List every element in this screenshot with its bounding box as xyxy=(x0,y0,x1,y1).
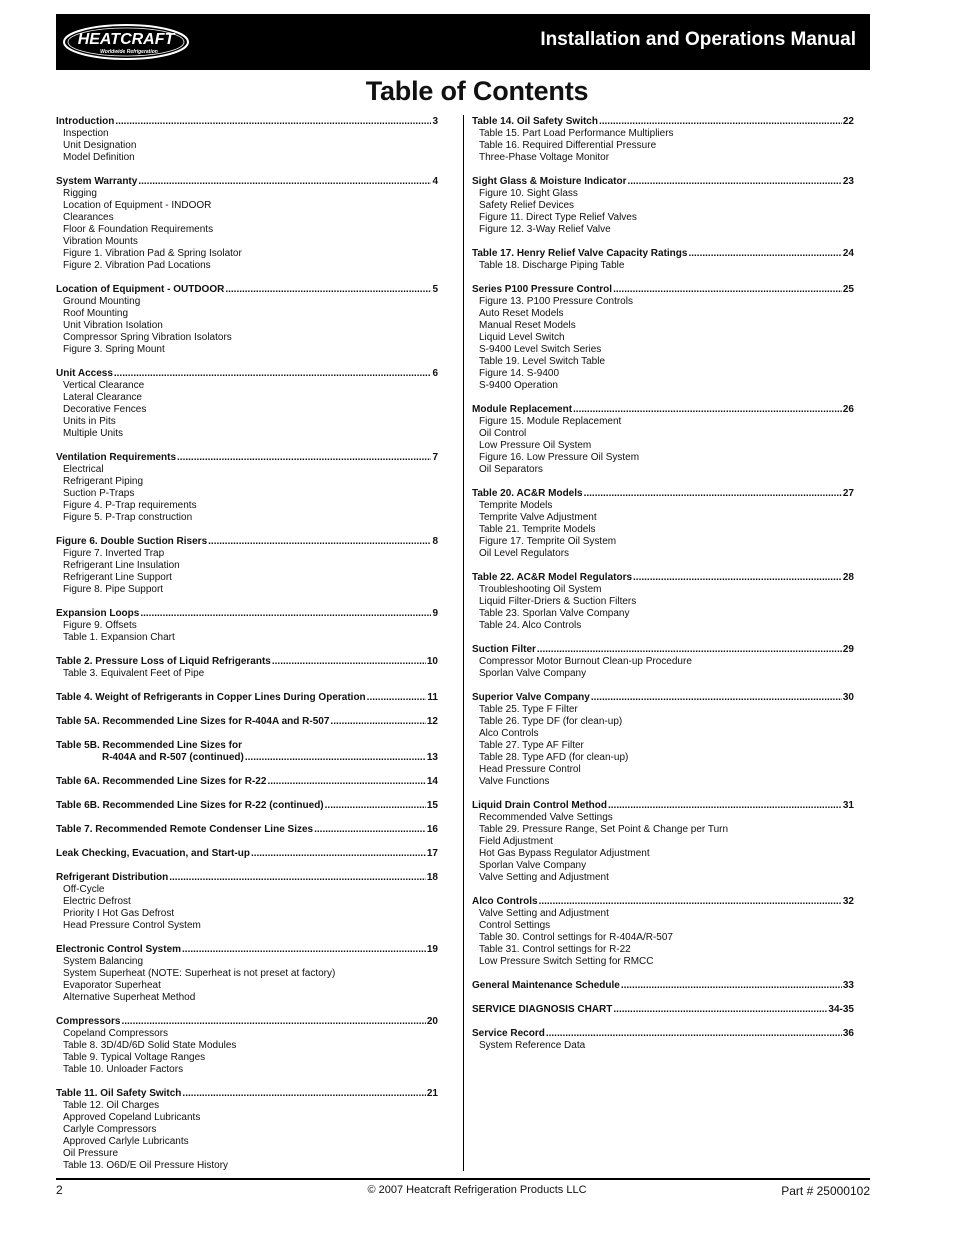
toc-entry-title: Module Replacement xyxy=(472,404,573,415)
toc-subentry[interactable]: Model Definition xyxy=(63,152,135,163)
toc-subentry[interactable]: Ground Mounting xyxy=(63,296,141,307)
toc-subentry[interactable]: Electric Defrost xyxy=(63,896,131,907)
toc-subentry[interactable]: System Balancing xyxy=(63,956,144,967)
toc-section xyxy=(472,488,854,560)
toc-subentry[interactable]: Temprite Valve Adjustment xyxy=(479,512,597,523)
dot-leader xyxy=(140,608,431,620)
header-banner xyxy=(56,14,870,70)
toc-page-number: 24 xyxy=(842,248,854,259)
toc-section xyxy=(56,176,438,272)
toc-entry[interactable] xyxy=(472,176,854,188)
toc-entry[interactable] xyxy=(472,284,854,296)
toc-subentry[interactable]: Head Pressure Control System xyxy=(63,920,201,931)
toc-entry[interactable] xyxy=(56,944,438,956)
toc-subentry[interactable]: Table 29. Pressure Range, Set Point & Change per Turn xyxy=(479,824,729,835)
dot-leader xyxy=(539,896,842,908)
toc-subentry[interactable]: Table 3. Equivalent Feet of Pipe xyxy=(63,668,205,679)
toc-entry[interactable] xyxy=(472,1028,854,1040)
toc-page-number: 33 xyxy=(842,980,854,991)
toc-entry-title[interactable]: Table 5B. Recommended Line Sizes for xyxy=(56,740,242,751)
toc-entry[interactable] xyxy=(56,176,438,188)
toc-section xyxy=(472,896,854,968)
toc-subentry[interactable]: Figure 7. Inverted Trap xyxy=(63,548,165,559)
toc-entry[interactable] xyxy=(472,404,854,416)
toc-subentry[interactable]: Approved Carlyle Lubricants xyxy=(63,1136,189,1147)
toc-subentry[interactable]: Figure 1. Vibration Pad & Spring Isolator xyxy=(63,248,242,259)
toc-page-number: 21 xyxy=(426,1088,438,1099)
toc-section xyxy=(472,800,854,884)
toc-section xyxy=(472,248,854,272)
toc-section xyxy=(472,176,854,236)
toc-subentry[interactable]: Sporlan Valve Company xyxy=(479,860,587,871)
toc-page-number: 26 xyxy=(842,404,854,415)
toc-subentry[interactable]: Vibration Mounts xyxy=(63,236,138,247)
toc-subentry[interactable]: Evaporator Superheat xyxy=(63,980,161,991)
dot-leader xyxy=(330,716,425,728)
toc-subentry[interactable]: Approved Copeland Lubricants xyxy=(63,1112,201,1123)
dot-leader xyxy=(537,644,842,656)
toc-subentry[interactable]: Figure 14. S-9400 xyxy=(479,368,560,379)
toc-subentry[interactable]: Table 23. Sporlan Valve Company xyxy=(479,608,630,619)
toc-subentry[interactable]: Three-Phase Voltage Monitor xyxy=(479,152,610,163)
toc-page-number: 30 xyxy=(842,692,854,703)
toc-subentry[interactable]: Valve Setting and Adjustment xyxy=(479,908,609,919)
toc-page-number: 15 xyxy=(426,800,438,811)
toc-subentry[interactable]: Table 9. Typical Voltage Ranges xyxy=(63,1052,206,1063)
toc-subentry[interactable]: Figure 16. Low Pressure Oil System xyxy=(479,452,640,463)
toc-entry-title: Sight Glass & Moisture Indicator xyxy=(472,176,627,187)
toc-subentry[interactable]: Refrigerant Piping xyxy=(63,476,144,487)
toc-subentry[interactable]: Priority I Hot Gas Defrost xyxy=(63,908,175,919)
toc-section xyxy=(472,644,854,680)
toc-subentry[interactable]: Table 24. Alco Controls xyxy=(479,620,582,631)
toc-subentry[interactable]: Copeland Compressors xyxy=(63,1028,169,1039)
dot-leader xyxy=(121,1016,425,1028)
toc-entry[interactable] xyxy=(56,284,438,296)
toc-section xyxy=(56,368,438,440)
toc-subentry[interactable]: Location of Equipment - INDOOR xyxy=(63,200,212,211)
toc-page-number: 34-35 xyxy=(828,1004,854,1015)
dot-leader xyxy=(325,800,426,812)
toc-section xyxy=(56,284,438,356)
toc-subentry[interactable]: Safety Relief Devices xyxy=(479,200,575,211)
toc-subentry[interactable]: Unit Vibration Isolation xyxy=(63,320,163,331)
toc-subentry[interactable]: Table 19. Level Switch Table xyxy=(479,356,606,367)
footer-copyright: © 2007 Heatcraft Refrigeration Products LLC xyxy=(367,1184,587,1196)
toc-entry-title: Superior Valve Company xyxy=(472,692,590,703)
toc-entry-title: Unit Access xyxy=(56,368,113,379)
toc-subentry[interactable]: Figure 8. Pipe Support xyxy=(63,584,164,595)
toc-entry-title: Table 17. Henry Relief Valve Capacity Ratings xyxy=(472,248,688,259)
toc-subentry[interactable]: Table 13. O6D/E Oil Pressure History xyxy=(63,1160,229,1171)
toc-page-number: 3 xyxy=(432,116,438,127)
toc-subentry[interactable]: Vertical Clearance xyxy=(63,380,145,391)
toc-page-number: 25 xyxy=(842,284,854,295)
dot-leader xyxy=(182,944,426,956)
toc-page-number: 31 xyxy=(842,800,854,811)
toc-entry-title: Table 5A. Recommended Line Sizes for R-404A and R-507 xyxy=(56,716,330,727)
toc-entry[interactable] xyxy=(56,800,438,812)
toc-subentry[interactable]: Figure 12. 3-Way Relief Valve xyxy=(479,224,611,235)
toc-subentry[interactable]: Alternative Superheat Method xyxy=(63,992,196,1003)
toc-entry[interactable] xyxy=(56,776,438,788)
toc-entry-title: Table 11. Oil Safety Switch xyxy=(56,1088,182,1099)
toc-subentry[interactable]: Field Adjustment xyxy=(479,836,553,847)
toc-section xyxy=(472,692,854,788)
toc-entry-title: Leak Checking, Evacuation, and Start-up xyxy=(56,848,250,859)
toc-section xyxy=(56,116,438,164)
toc-entry[interactable] xyxy=(56,1088,438,1100)
toc-subentry[interactable]: Figure 3. Spring Mount xyxy=(63,344,165,355)
toc-entry[interactable] xyxy=(472,1004,854,1016)
toc-subentry[interactable]: Table 25. Type F Filter xyxy=(479,704,578,715)
toc-entry-title: Series P100 Pressure Control xyxy=(472,284,613,295)
toc-entry-title: R-404A and R-507 (continued) xyxy=(102,752,244,763)
toc-section xyxy=(56,716,438,728)
toc-subentry[interactable]: Table 10. Unloader Factors xyxy=(63,1064,184,1075)
toc-subentry[interactable]: Rigging xyxy=(63,188,97,199)
dot-leader xyxy=(272,656,426,668)
toc-entry[interactable] xyxy=(472,800,854,812)
footer-part-number: Part # 25000102 xyxy=(781,1184,870,1198)
toc-page-number: 22 xyxy=(842,116,854,127)
toc-section xyxy=(56,824,438,836)
toc-subentry[interactable]: Liquid Filter-Driers & Suction Filters xyxy=(479,596,637,607)
toc-subentry[interactable]: Table 15. Part Load Performance Multipliers xyxy=(479,128,674,139)
footer-rule xyxy=(56,1178,870,1180)
toc-subentry[interactable]: Low Pressure Oil System xyxy=(479,440,592,451)
toc-page-number: 6 xyxy=(432,368,438,379)
toc-page-number: 29 xyxy=(842,644,854,655)
toc-subentry[interactable]: Valve Setting and Adjustment xyxy=(479,872,609,883)
toc-subentry[interactable]: Alco Controls xyxy=(479,728,539,739)
toc-entry[interactable] xyxy=(56,692,438,704)
toc-subentry[interactable]: System Reference Data xyxy=(479,1040,586,1051)
toc-entry[interactable] xyxy=(472,248,854,260)
dot-leader xyxy=(208,536,431,548)
dot-leader xyxy=(599,116,842,128)
toc-section xyxy=(56,692,438,704)
toc-entry[interactable] xyxy=(472,980,854,992)
toc-entry[interactable] xyxy=(472,692,854,704)
toc-entry-title: Table 6B. Recommended Line Sizes for R-22 (continued) xyxy=(56,800,324,811)
toc-section xyxy=(472,404,854,476)
toc-page-number: 32 xyxy=(842,896,854,907)
toc-subentry[interactable]: Figure 11. Direct Type Relief Valves xyxy=(479,212,637,223)
dot-leader xyxy=(177,452,431,464)
toc-entry[interactable] xyxy=(56,368,438,380)
toc-section xyxy=(472,1004,854,1016)
toc-entry[interactable] xyxy=(472,488,854,500)
toc-entry[interactable] xyxy=(56,752,438,764)
toc-subentry[interactable]: Electrical xyxy=(63,464,104,475)
dot-leader xyxy=(169,872,426,884)
toc-subentry[interactable]: Units in Pits xyxy=(63,416,116,427)
toc-subentry[interactable]: Off-Cycle xyxy=(63,884,105,895)
dot-leader xyxy=(608,800,842,812)
column-divider xyxy=(463,115,464,1171)
toc-entry-title: System Warranty xyxy=(56,176,138,187)
toc-entry[interactable] xyxy=(56,608,438,620)
dot-leader xyxy=(138,176,431,188)
toc-subentry[interactable]: Multiple Units xyxy=(63,428,124,439)
toc-entry[interactable] xyxy=(56,848,438,860)
toc-entry-title: Table 14. Oil Safety Switch xyxy=(472,116,598,127)
dot-leader xyxy=(182,1088,425,1100)
toc-page-number: 19 xyxy=(426,944,438,955)
toc-subentry[interactable]: Table 1. Expansion Chart xyxy=(63,632,175,643)
dot-leader xyxy=(245,752,426,764)
toc-entry-title: Table 7. Recommended Remote Condenser Line Sizes xyxy=(56,824,314,835)
toc-subentry[interactable]: Figure 17. Temprite Oil System xyxy=(479,536,617,547)
toc-subentry[interactable]: Table 8. 3D/4D/6D Solid State Modules xyxy=(63,1040,237,1051)
toc-subentry[interactable]: System Superheat (NOTE: Superheat is not preset at factory) xyxy=(63,968,336,979)
toc-entry-title: Table 6A. Recommended Line Sizes for R-22 xyxy=(56,776,267,787)
toc-page-number: 5 xyxy=(432,284,438,295)
toc-subentry[interactable]: Table 16. Required Differential Pressure xyxy=(479,140,657,151)
toc-page-number: 10 xyxy=(426,656,438,667)
toc-subentry[interactable]: Figure 2. Vibration Pad Locations xyxy=(63,260,211,271)
toc-subentry[interactable]: Carlyle Compressors xyxy=(63,1124,157,1135)
toc-section xyxy=(472,572,854,632)
toc-subentry[interactable]: Figure 15. Module Replacement xyxy=(479,416,622,427)
toc-subentry[interactable]: Figure 9. Offsets xyxy=(63,620,137,631)
toc-page-number: 27 xyxy=(842,488,854,499)
toc-section xyxy=(472,116,854,164)
toc-subentry[interactable]: Oil Separators xyxy=(479,464,543,475)
toc-entry-title: Refrigerant Distribution xyxy=(56,872,169,883)
toc-subentry[interactable]: Inspection xyxy=(63,128,109,139)
toc-entry[interactable] xyxy=(472,644,854,656)
toc-subentry[interactable]: Oil Control xyxy=(479,428,527,439)
toc-subentry[interactable]: Temprite Models xyxy=(479,500,553,511)
dot-leader xyxy=(688,248,841,260)
toc-page-number: 7 xyxy=(432,452,438,463)
toc-subentry[interactable]: Table 28. Type AFD (for clean-up) xyxy=(479,752,629,763)
toc-entry-title: Expansion Loops xyxy=(56,608,140,619)
toc-entry[interactable] xyxy=(56,1016,438,1028)
toc-page-number: 18 xyxy=(426,872,438,883)
toc-section xyxy=(56,944,438,1004)
toc-page-number: 28 xyxy=(842,572,854,583)
toc-page-number: 36 xyxy=(842,1028,854,1039)
dot-leader xyxy=(267,776,425,788)
toc-section xyxy=(56,452,438,524)
toc-subentry[interactable]: Suction P-Traps xyxy=(63,488,135,499)
toc-section xyxy=(56,848,438,860)
toc-section xyxy=(56,536,438,596)
toc-page-number: 16 xyxy=(426,824,438,835)
toc-section xyxy=(56,1088,438,1172)
logo-wordmark: HEATCRAFT xyxy=(77,31,175,48)
footer-page-number: 2 xyxy=(56,1183,63,1197)
toc-section xyxy=(56,800,438,812)
toc-subentry[interactable]: Valve Functions xyxy=(479,776,550,787)
toc-subentry[interactable]: Troubleshooting Oil System xyxy=(479,584,602,595)
toc-entry-title: Table 4. Weight of Refrigerants in Copper Lines During Operation xyxy=(56,692,366,703)
toc-subentry[interactable]: Liquid Level Switch xyxy=(479,332,565,343)
toc-section xyxy=(56,1016,438,1076)
toc-subentry[interactable]: Floor & Foundation Requirements xyxy=(63,224,214,235)
toc-page-number: 8 xyxy=(432,536,438,547)
toc-entry-title: Service Record xyxy=(472,1028,545,1039)
dot-leader xyxy=(314,824,426,836)
heatcraft-logo xyxy=(62,22,190,62)
toc-subentry[interactable]: S-9400 Level Switch Series xyxy=(479,344,602,355)
dot-leader xyxy=(584,488,842,500)
toc-subentry[interactable]: Unit Designation xyxy=(63,140,137,151)
toc-page-number: 17 xyxy=(426,848,438,859)
toc-subentry[interactable]: Recommended Valve Settings xyxy=(479,812,613,823)
toc-subentry[interactable]: Decorative Fences xyxy=(63,404,147,415)
toc-section xyxy=(472,980,854,992)
toc-entry[interactable] xyxy=(56,716,438,728)
toc-page-number: 23 xyxy=(842,176,854,187)
toc-entry-title: Ventilation Requirements xyxy=(56,452,177,463)
toc-subentry[interactable]: Refrigerant Line Insulation xyxy=(63,560,180,571)
dot-leader xyxy=(613,1004,827,1016)
toc-subentry[interactable]: Table 31. Control settings for R-22 xyxy=(479,944,631,955)
toc-subentry[interactable]: Figure 4. P-Trap requirements xyxy=(63,500,197,511)
toc-entry-title: Figure 6. Double Suction Risers xyxy=(56,536,208,547)
toc-entry[interactable] xyxy=(56,872,438,884)
toc-subentry[interactable]: Lateral Clearance xyxy=(63,392,142,403)
toc-section xyxy=(56,776,438,788)
toc-left-column xyxy=(56,116,438,1172)
toc-entry-title: Introduction xyxy=(56,116,115,127)
toc-page-number: 20 xyxy=(426,1016,438,1027)
toc-entry[interactable] xyxy=(56,452,438,464)
toc-subentry[interactable]: Table 27. Type AF Filter xyxy=(479,740,584,751)
dot-leader xyxy=(225,284,431,296)
toc-page-number: 12 xyxy=(426,716,438,727)
toc-subentry[interactable]: Hot Gas Bypass Regulator Adjustment xyxy=(479,848,650,859)
toc-entry-title: Table 20. AC&R Models xyxy=(472,488,583,499)
toc-subentry[interactable]: Compressor Spring Vibration Isolators xyxy=(63,332,232,343)
toc-subentry[interactable]: Oil Level Regulators xyxy=(479,548,570,559)
page-title: Table of Contents xyxy=(365,76,589,106)
logo-tagline: Worldwide Refrigeration xyxy=(100,49,158,55)
dot-leader xyxy=(613,284,842,296)
toc-subentry[interactable]: Manual Reset Models xyxy=(479,320,576,331)
toc-entry[interactable] xyxy=(56,116,438,128)
toc-page-number: 11 xyxy=(427,692,438,703)
toc-section xyxy=(472,284,854,392)
dot-leader xyxy=(367,692,427,704)
toc-entry-title: Location of Equipment - OUTDOOR xyxy=(56,284,225,295)
toc-subentry[interactable]: Low Pressure Switch Setting for RMCC xyxy=(479,956,654,967)
dot-leader xyxy=(633,572,842,584)
toc-entry-title: Alco Controls xyxy=(472,896,538,907)
toc-entry[interactable] xyxy=(56,656,438,668)
manual-title: Installation and Operations Manual xyxy=(540,29,856,50)
toc-entry-title: Compressors xyxy=(56,1016,121,1027)
toc-entry-title: Electronic Control System xyxy=(56,944,182,955)
toc-page-number: 4 xyxy=(432,176,438,187)
toc-subentry[interactable]: Table 30. Control settings for R-404A/R-507 xyxy=(479,932,673,943)
toc-subentry[interactable]: Table 18. Discharge Piping Table xyxy=(479,260,625,271)
dot-leader xyxy=(627,176,841,188)
toc-subentry[interactable]: Control Settings xyxy=(479,920,551,931)
toc-right-column xyxy=(472,116,854,1052)
toc-page-number: 13 xyxy=(426,752,438,763)
toc-subentry[interactable]: Roof Mounting xyxy=(63,308,129,319)
toc-subentry[interactable]: Figure 5. P-Trap construction xyxy=(63,512,193,523)
toc-section xyxy=(56,656,438,680)
toc-subentry[interactable]: Clearances xyxy=(63,212,114,223)
toc-section xyxy=(56,872,438,932)
dot-leader xyxy=(591,692,842,704)
toc-section xyxy=(56,608,438,644)
toc-subentry[interactable]: Figure 13. P100 Pressure Controls xyxy=(479,296,633,307)
toc-page-number: 14 xyxy=(426,776,438,787)
toc-section xyxy=(56,740,438,764)
toc-entry[interactable] xyxy=(56,824,438,836)
toc-page-number: 9 xyxy=(432,608,438,619)
toc-entry-title: Suction Filter xyxy=(472,644,536,655)
toc-entry-title: General Maintenance Schedule xyxy=(472,980,620,991)
toc-subentry[interactable]: Figure 10. Sight Glass xyxy=(479,188,578,199)
toc-subentry[interactable]: Compressor Motor Burnout Clean-up Procedure xyxy=(479,656,692,667)
toc-subentry[interactable]: Sporlan Valve Company xyxy=(479,668,587,679)
toc-entry[interactable] xyxy=(472,116,854,128)
toc-subentry[interactable]: Table 21. Temprite Models xyxy=(479,524,596,535)
toc-subentry[interactable]: Oil Pressure xyxy=(63,1148,119,1159)
toc-subentry[interactable]: Table 12. Oil Charges xyxy=(63,1100,160,1111)
toc-section xyxy=(472,1028,854,1052)
dot-leader xyxy=(573,404,842,416)
dot-leader xyxy=(115,116,431,128)
dot-leader xyxy=(621,980,842,992)
toc-entry[interactable] xyxy=(56,536,438,548)
toc-entry[interactable] xyxy=(472,896,854,908)
toc-subentry[interactable]: Refrigerant Line Support xyxy=(63,572,172,583)
toc-entry-title: Liquid Drain Control Method xyxy=(472,800,607,811)
toc-subentry[interactable]: Auto Reset Models xyxy=(479,308,564,319)
toc-entry-title: Table 22. AC&R Model Regulators xyxy=(472,572,633,583)
toc-entry[interactable] xyxy=(472,572,854,584)
toc-subentry[interactable]: Head Pressure Control xyxy=(479,764,581,775)
toc-subentry[interactable]: S-9400 Operation xyxy=(479,380,558,391)
toc-subentry[interactable]: Table 26. Type DF (for clean-up) xyxy=(479,716,623,727)
dot-leader xyxy=(546,1028,842,1040)
dot-leader xyxy=(251,848,426,860)
toc-entry-title: SERVICE DIAGNOSIS CHART xyxy=(472,1004,613,1015)
toc-entry-title: Table 2. Pressure Loss of Liquid Refrigerants xyxy=(56,656,271,667)
dot-leader xyxy=(114,368,432,380)
